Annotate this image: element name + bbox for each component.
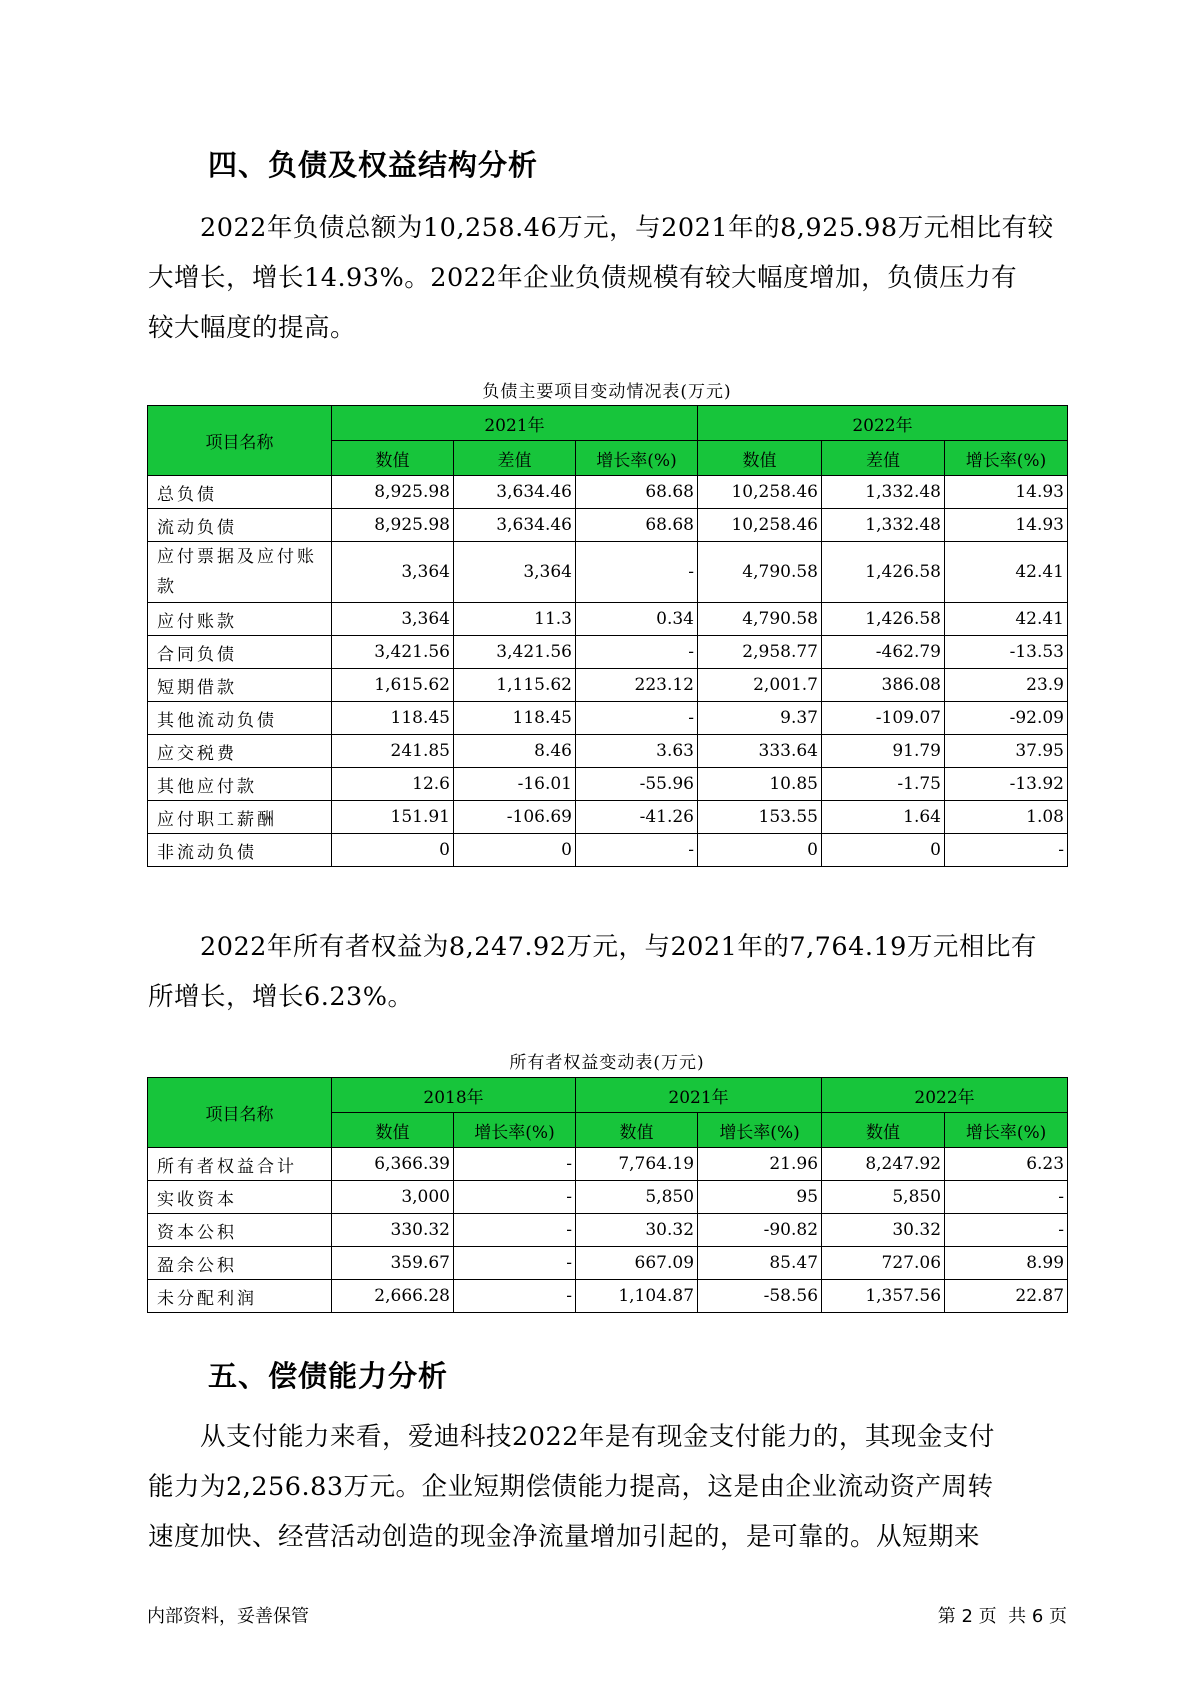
column-header-year: 2021年: [332, 406, 698, 441]
column-header-year: 2018年: [332, 1078, 576, 1113]
row-label: 总负债: [148, 476, 332, 509]
table-cell: 42.41: [945, 542, 1068, 603]
table-cell: -: [454, 1247, 576, 1280]
row-label: 应付职工薪酬: [148, 801, 332, 834]
equity-table-caption: 所有者权益变动表(万元): [509, 1053, 705, 1073]
table-cell: -55.96: [576, 768, 698, 801]
table-cell: 23.9: [945, 669, 1068, 702]
table-cell: 2,958.77: [698, 636, 822, 669]
table-cell: 330.32: [332, 1214, 454, 1247]
table-cell: 153.55: [698, 801, 822, 834]
table-cell: 91.79: [822, 735, 945, 768]
paragraph-line: 2022年所有者权益为8,247.92万元，与2021年的7,764.19万元相比有: [200, 932, 1037, 962]
row-label: 其他流动负债: [148, 702, 332, 735]
row-label: 应付账款: [148, 603, 332, 636]
table-cell: -13.92: [945, 768, 1068, 801]
row-label: 实收资本: [148, 1181, 332, 1214]
paragraph-line: 速度加快、经营活动创造的现金净流量增加引起的，是可靠的。从短期来: [148, 1522, 981, 1552]
table-row: [148, 702, 1068, 735]
table-cell: -: [576, 542, 698, 603]
table-cell: 1,115.62: [454, 669, 576, 702]
table-cell: 0: [822, 834, 945, 867]
table-cell: 8,925.98: [332, 476, 454, 509]
row-label: 流动负债: [148, 509, 332, 542]
debt-table-caption: 负债主要项目变动情况表(万元): [482, 382, 732, 402]
table-cell: 42.41: [945, 603, 1068, 636]
row-label: 短期借款: [148, 669, 332, 702]
column-subheader: 增长率(%): [454, 1113, 576, 1148]
table-cell: 0: [698, 834, 822, 867]
column-subheader: 数值: [822, 1113, 945, 1148]
table-cell: 118.45: [454, 702, 576, 735]
table-cell: -: [454, 1280, 576, 1313]
table-cell: 3,634.46: [454, 476, 576, 509]
table-cell: 0: [454, 834, 576, 867]
table-row: [148, 834, 1068, 867]
table-row: [148, 768, 1068, 801]
table-cell: 30.32: [576, 1214, 698, 1247]
table-row: [148, 603, 1068, 636]
row-label: 资本公积: [148, 1214, 332, 1247]
table-cell: 14.93: [945, 509, 1068, 542]
table-cell: 30.32: [822, 1214, 945, 1247]
column-subheader: 差值: [454, 441, 576, 476]
column-subheader: 增长率(%): [698, 1113, 822, 1148]
table-row: [148, 1181, 1068, 1214]
table-cell: -462.79: [822, 636, 945, 669]
table-cell: -109.07: [822, 702, 945, 735]
paragraph-line: 大增长，增长14.93%。2022年企业负债规模有较大幅度增加，负债压力有: [148, 263, 1018, 293]
table-cell: 3,421.56: [454, 636, 576, 669]
table-cell: 21.96: [698, 1148, 822, 1181]
table-cell: 11.3: [454, 603, 576, 636]
table-row: [148, 636, 1068, 669]
table-cell: 5,850: [576, 1181, 698, 1214]
table-cell: 3,634.46: [454, 509, 576, 542]
table-cell: -13.53: [945, 636, 1068, 669]
table-cell: 3.63: [576, 735, 698, 768]
equity-summary-paragraph: [148, 922, 1068, 1022]
section-4-heading: 四、负债及权益结构分析: [208, 148, 539, 182]
table-cell: 12.6: [332, 768, 454, 801]
table-cell: 333.64: [698, 735, 822, 768]
table-cell: 3,364: [454, 542, 576, 603]
table-cell: -: [945, 834, 1068, 867]
table-cell: 6,366.39: [332, 1148, 454, 1181]
table-cell: -: [454, 1214, 576, 1247]
table-cell: 4,790.58: [698, 603, 822, 636]
column-subheader: 数值: [698, 441, 822, 476]
column-subheader: 数值: [332, 441, 454, 476]
table-cell: 4,790.58: [698, 542, 822, 603]
paragraph-line: 2022年负债总额为10,258.46万元，与2021年的8,925.98万元相比有较: [200, 213, 1054, 243]
table-cell: 9.37: [698, 702, 822, 735]
table-cell: -90.82: [698, 1214, 822, 1247]
table-cell: 1.08: [945, 801, 1068, 834]
table-cell: 667.09: [576, 1247, 698, 1280]
table-cell: 1,332.48: [822, 509, 945, 542]
table-row: [148, 735, 1068, 768]
table-cell: 3,364: [332, 542, 454, 603]
table-cell: 1,426.58: [822, 542, 945, 603]
column-header-item: 项目名称: [148, 406, 332, 476]
table-cell: 22.87: [945, 1280, 1068, 1313]
table-cell: -: [454, 1148, 576, 1181]
table-cell: 8,925.98: [332, 509, 454, 542]
table-row: [148, 1247, 1068, 1280]
table-cell: 118.45: [332, 702, 454, 735]
debt-summary-paragraph: [148, 203, 1068, 353]
table-cell: 0: [332, 834, 454, 867]
table-cell: -41.26: [576, 801, 698, 834]
table-cell: 727.06: [822, 1247, 945, 1280]
table-row: [148, 542, 1068, 603]
table-row: [148, 801, 1068, 834]
table-cell: 85.47: [698, 1247, 822, 1280]
table-row: [148, 476, 1068, 509]
paragraph-line: 所增长，增长6.23%。: [148, 982, 414, 1012]
table-cell: 0.34: [576, 603, 698, 636]
table-cell: -: [454, 1181, 576, 1214]
table-cell: 6.23: [945, 1148, 1068, 1181]
row-label: 未分配利润: [148, 1280, 332, 1313]
row-label: 应交税费: [148, 735, 332, 768]
table-cell: 10.85: [698, 768, 822, 801]
table-cell: 8.46: [454, 735, 576, 768]
table-cell: 3,364: [332, 603, 454, 636]
table-cell: 68.68: [576, 476, 698, 509]
table-cell: 151.91: [332, 801, 454, 834]
section-5-heading: 五、偿债能力分析: [208, 1359, 449, 1393]
table-cell: -: [576, 636, 698, 669]
column-header-item: 项目名称: [148, 1078, 332, 1148]
table-cell: 14.93: [945, 476, 1068, 509]
column-header-year: 2021年: [576, 1078, 822, 1113]
table-cell: 10,258.46: [698, 476, 822, 509]
table-row: [148, 669, 1068, 702]
table-cell: -92.09: [945, 702, 1068, 735]
table-cell: 7,764.19: [576, 1148, 698, 1181]
table-cell: -16.01: [454, 768, 576, 801]
column-subheader: 数值: [332, 1113, 454, 1148]
row-label: 合同负债: [148, 636, 332, 669]
column-header-year: 2022年: [698, 406, 1068, 441]
table-cell: -106.69: [454, 801, 576, 834]
row-label: 盈余公积: [148, 1247, 332, 1280]
table-cell: 1,104.87: [576, 1280, 698, 1313]
table-row: [148, 1280, 1068, 1313]
table-row: [148, 1148, 1068, 1181]
table-cell: -: [945, 1181, 1068, 1214]
table-cell: 3,421.56: [332, 636, 454, 669]
footer-confidential-note: 内部资料，妥善保管: [147, 1606, 309, 1627]
table-cell: 3,000: [332, 1181, 454, 1214]
table-cell: 5,850: [822, 1181, 945, 1214]
table-row: [148, 1214, 1068, 1247]
table-cell: 386.08: [822, 669, 945, 702]
paragraph-line: 能力为2,256.83万元。企业短期偿债能力提高，这是由企业流动资产周转: [148, 1472, 994, 1502]
paragraph-line: 从支付能力来看，爱迪科技2022年是有现金支付能力的，其现金支付: [200, 1422, 995, 1452]
table-cell: 1,332.48: [822, 476, 945, 509]
row-label: 应付票据及应付账款: [148, 542, 332, 603]
table-cell: 68.68: [576, 509, 698, 542]
solvency-paragraph: [148, 1412, 1068, 1562]
table-row: [148, 509, 1068, 542]
row-label: 所有者权益合计: [148, 1148, 332, 1181]
table-cell: 2,001.7: [698, 669, 822, 702]
footer-page-number: 第 2 页 共 6 页: [937, 1606, 1067, 1627]
table-cell: 1,615.62: [332, 669, 454, 702]
column-subheader: 增长率(%): [945, 1113, 1068, 1148]
table-cell: 2,666.28: [332, 1280, 454, 1313]
table-cell: 8,247.92: [822, 1148, 945, 1181]
table-cell: 1,357.56: [822, 1280, 945, 1313]
column-subheader: 差值: [822, 441, 945, 476]
table-cell: -: [945, 1214, 1068, 1247]
equity-table: [147, 1077, 1068, 1313]
table-cell: 10,258.46: [698, 509, 822, 542]
table-cell: 241.85: [332, 735, 454, 768]
row-label: 非流动负债: [148, 834, 332, 867]
column-header-year: 2022年: [822, 1078, 1068, 1113]
table-cell: -1.75: [822, 768, 945, 801]
column-subheader: 增长率(%): [945, 441, 1068, 476]
paragraph-line: 较大幅度的提高。: [148, 313, 357, 343]
table-cell: -: [576, 702, 698, 735]
table-cell: 223.12: [576, 669, 698, 702]
column-subheader: 增长率(%): [576, 441, 698, 476]
column-subheader: 数值: [576, 1113, 698, 1148]
table-cell: 1.64: [822, 801, 945, 834]
table-cell: 1,426.58: [822, 603, 945, 636]
row-label: 其他应付款: [148, 768, 332, 801]
table-cell: -: [576, 834, 698, 867]
table-cell: 95: [698, 1181, 822, 1214]
debt-items-table: [147, 405, 1068, 867]
table-cell: 359.67: [332, 1247, 454, 1280]
table-cell: 37.95: [945, 735, 1068, 768]
table-cell: 8.99: [945, 1247, 1068, 1280]
table-cell: -58.56: [698, 1280, 822, 1313]
